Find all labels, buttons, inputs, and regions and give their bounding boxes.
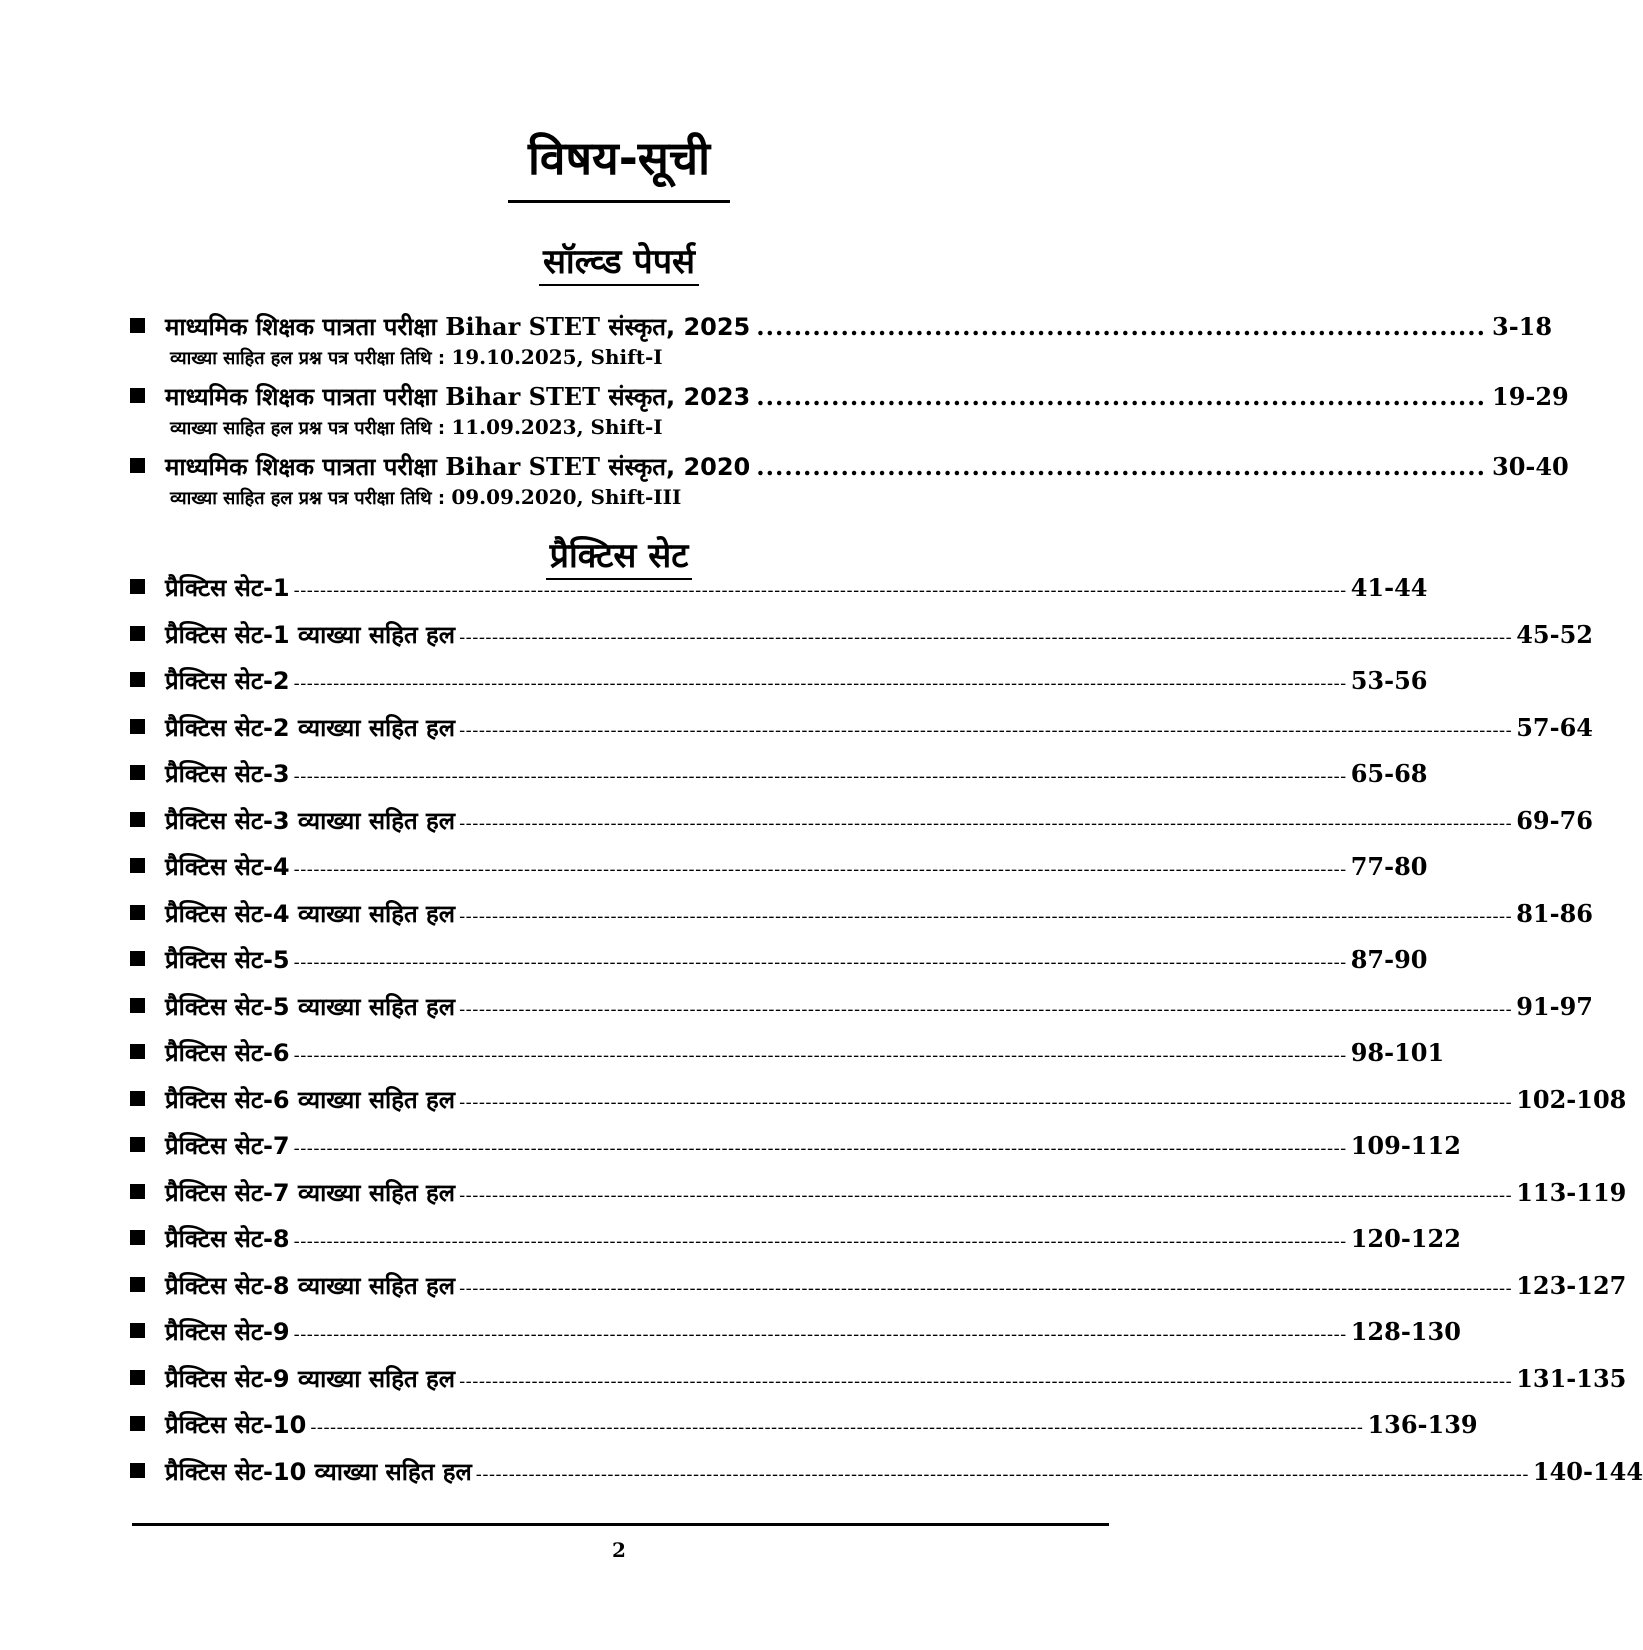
square-bullet-icon [130, 858, 145, 873]
page-title: विषय-सूची [527, 131, 711, 185]
page-range: 120-122 [1350, 1224, 1461, 1253]
solved-paper-exam-date: 09.09.2020, Shift-III [451, 485, 682, 509]
solved-papers-list [130, 310, 1569, 520]
page-range: 81-86 [1516, 898, 1593, 928]
page-range: 57-64 [1516, 712, 1593, 742]
practice-set-label: प्रैक्टिस सेट-4 व्याख्या सहित हल [165, 899, 456, 928]
dash-leader: ---------------------------------------------------------------------------------------------------------------------------------------------------------------- [293, 673, 1347, 694]
page-range: 77-80 [1350, 852, 1428, 881]
solved-paper-exam-date: 11.09.2023, Shift-I [451, 415, 663, 439]
page-range: 136-139 [1367, 1410, 1478, 1439]
page-range: 123-127 [1516, 1270, 1627, 1300]
solved-paper-exam-name: Bihar STET [445, 452, 600, 481]
solved-paper-subject: संस्कृत, 2025 [608, 313, 751, 341]
dash-leader: ---------------------------------------------------------------------------------------------------------------------------------------------------------------- [459, 1370, 1513, 1392]
solved-paper-subtitle [130, 344, 1110, 372]
practice-set-label: प्रैक्टिस सेट-6 [165, 1039, 290, 1067]
square-bullet-icon [130, 765, 145, 780]
square-bullet-icon [130, 1463, 145, 1478]
page-range: 30-40 [1492, 452, 1569, 481]
practice-set-entry[interactable] [130, 894, 1593, 941]
solved-paper-subtitle [130, 484, 1110, 512]
solved-papers-heading-text: सॉल्व्ड पेपर्स [539, 242, 699, 286]
solved-paper-title-hindi: माध्यमिक शिक्षक पात्रता परीक्षा [165, 453, 437, 481]
square-bullet-icon [130, 458, 145, 473]
practice-set-label: प्रैक्टिस सेट-2 [165, 667, 290, 695]
practice-set-label: प्रैक्टिस सेट-7 व्याख्या सहित हल [165, 1178, 456, 1207]
practice-set-entry[interactable] [130, 1405, 1478, 1452]
dash-leader: ---------------------------------------------------------------------------------------------------------------------------------------------------------------- [293, 859, 1347, 880]
square-bullet-icon [130, 1323, 145, 1338]
solved-paper-subtitle-text: व्याख्या साहित हल प्रश्न पत्र परीक्षा तिथि : [170, 488, 446, 509]
practice-set-label: प्रैक्टिस सेट-3 [165, 760, 290, 788]
dash-leader: ---------------------------------------------------------------------------------------------------------------------------------------------------------------- [293, 580, 1347, 601]
page-range: 131-135 [1516, 1363, 1627, 1393]
square-bullet-icon [130, 579, 145, 594]
practice-set-entry[interactable] [130, 754, 1428, 801]
solved-paper-entry[interactable] [130, 310, 1553, 380]
page-number: 2 [612, 1538, 626, 1562]
practice-set-entry[interactable] [130, 615, 1593, 662]
square-bullet-icon [130, 626, 145, 641]
practice-set-entry[interactable] [130, 1080, 1627, 1127]
dash-leader: ---------------------------------------------------------------------------------------------------------------------------------------------------------------- [459, 719, 1513, 741]
practice-set-entry[interactable] [130, 1033, 1445, 1080]
dash-leader: ---------------------------------------------------------------------------------------------------------------------------------------------------------------- [459, 1277, 1513, 1299]
page-range: 69-76 [1516, 805, 1593, 835]
dash-leader: ---------------------------------------------------------------------------------------------------------------------------------------------------------------- [459, 626, 1513, 648]
dash-leader: ---------------------------------------------------------------------------------------------------------------------------------------------------------------- [293, 1324, 1347, 1345]
square-bullet-icon [130, 1370, 145, 1385]
practice-set-entry[interactable] [130, 1173, 1627, 1220]
practice-set-entry[interactable] [130, 1126, 1461, 1173]
dash-leader: ---------------------------------------------------------------------------------------------------------------------------------------------------------------- [459, 812, 1513, 834]
page-range: 19-29 [1492, 382, 1569, 411]
practice-set-entry[interactable] [130, 708, 1593, 755]
page-range: 41-44 [1350, 573, 1428, 602]
page-range: 53-56 [1350, 666, 1428, 695]
dash-leader: ---------------------------------------------------------------------------------------------------------------------------------------------------------------- [293, 1138, 1347, 1159]
page-range: 87-90 [1350, 945, 1428, 974]
practice-set-entry[interactable] [130, 801, 1593, 848]
square-bullet-icon [130, 318, 145, 333]
practice-set-entry[interactable] [130, 1359, 1627, 1406]
dash-leader: ---------------------------------------------------------------------------------------------------------------------------------------------------------------- [475, 1463, 1529, 1485]
dot-leader: .............................................................................. [756, 382, 1486, 411]
dash-leader: ---------------------------------------------------------------------------------------------------------------------------------------------------------------- [459, 1091, 1513, 1113]
solved-paper-subtitle [130, 414, 1110, 442]
dot-leader: .............................................................................. [756, 452, 1486, 481]
practice-sets-list [130, 568, 1643, 1498]
practice-set-label: प्रैक्टिस सेट-6 व्याख्या सहित हल [165, 1085, 456, 1114]
page-range: 3-18 [1492, 312, 1553, 341]
practice-set-label: प्रैक्टिस सेट-1 व्याख्या सहित हल [165, 620, 456, 649]
page-range: 109-112 [1350, 1131, 1461, 1160]
practice-set-label: प्रैक्टिस सेट-10 व्याख्या सहित हल [165, 1457, 472, 1486]
practice-sets-heading-text: प्रैक्टिस सेट [546, 536, 693, 580]
practice-set-label: प्रैक्टिस सेट-8 [165, 1225, 290, 1253]
solved-paper-title [165, 450, 750, 484]
square-bullet-icon [130, 719, 145, 734]
solved-paper-subtitle-text: व्याख्या साहित हल प्रश्न पत्र परीक्षा तिथि : [170, 348, 446, 369]
practice-set-entry[interactable] [130, 987, 1593, 1034]
square-bullet-icon [130, 998, 145, 1013]
solved-paper-entry[interactable] [130, 380, 1569, 450]
solved-paper-title [165, 310, 750, 344]
solved-papers-heading [0, 240, 1238, 284]
practice-set-label: प्रैक्टिस सेट-9 व्याख्या सहित हल [165, 1364, 456, 1393]
square-bullet-icon [130, 951, 145, 966]
practice-set-label: प्रैक्टिस सेट-9 [165, 1318, 290, 1346]
practice-set-label: प्रैक्टिस सेट-10 [165, 1411, 307, 1439]
page-range: 102-108 [1516, 1084, 1627, 1114]
solved-paper-subject: संस्कृत, 2020 [608, 453, 751, 481]
solved-paper-title-hindi: माध्यमिक शिक्षक पात्रता परीक्षा [165, 313, 437, 341]
practice-set-label: प्रैक्टिस सेट-1 [165, 574, 290, 602]
practice-set-label: प्रैक्टिस सेट-7 [165, 1132, 290, 1160]
solved-paper-subtitle-text: व्याख्या साहित हल प्रश्न पत्र परीक्षा तिथि : [170, 418, 446, 439]
dash-leader: ---------------------------------------------------------------------------------------------------------------------------------------------------------------- [293, 1045, 1347, 1066]
practice-set-entry[interactable] [130, 661, 1428, 708]
solved-paper-subject: संस्कृत, 2023 [608, 383, 751, 411]
solved-paper-exam-name: Bihar STET [445, 382, 600, 411]
dash-leader: ---------------------------------------------------------------------------------------------------------------------------------------------------------------- [293, 952, 1347, 973]
dash-leader: ---------------------------------------------------------------------------------------------------------------------------------------------------------------- [459, 998, 1513, 1020]
square-bullet-icon [130, 388, 145, 403]
solved-paper-exam-name: Bihar STET [445, 312, 600, 341]
practice-set-label: प्रैक्टिस सेट-2 व्याख्या सहित हल [165, 713, 456, 742]
practice-set-entry[interactable] [130, 1452, 1643, 1499]
practice-set-entry[interactable] [130, 1312, 1461, 1359]
square-bullet-icon [130, 1230, 145, 1245]
page-range: 91-97 [1516, 991, 1593, 1021]
dash-leader: ---------------------------------------------------------------------------------------------------------------------------------------------------------------- [293, 1231, 1347, 1252]
square-bullet-icon [130, 1416, 145, 1431]
square-bullet-icon [130, 812, 145, 827]
practice-set-label: प्रैक्टिस सेट-4 [165, 853, 290, 881]
page-range: 113-119 [1516, 1177, 1627, 1207]
page-range: 140-144 [1532, 1456, 1643, 1486]
dash-leader: ---------------------------------------------------------------------------------------------------------------------------------------------------------------- [293, 766, 1347, 787]
practice-set-entry[interactable] [130, 568, 1428, 615]
dash-leader: ---------------------------------------------------------------------------------------------------------------------------------------------------------------- [459, 1184, 1513, 1206]
practice-set-label: प्रैक्टिस सेट-5 व्याख्या सहित हल [165, 992, 456, 1021]
practice-set-label: प्रैक्टिस सेट-8 व्याख्या सहित हल [165, 1271, 456, 1300]
solved-paper-title [165, 380, 750, 414]
dot-leader: .............................................................................. [756, 312, 1486, 341]
page-range: 98-101 [1350, 1038, 1445, 1067]
square-bullet-icon [130, 672, 145, 687]
page-range: 45-52 [1516, 619, 1593, 649]
practice-set-label: प्रैक्टिस सेट-3 व्याख्या सहित हल [165, 806, 456, 835]
practice-set-entry[interactable] [130, 1219, 1461, 1266]
page-range: 128-130 [1350, 1317, 1461, 1346]
practice-set-entry[interactable] [130, 940, 1428, 987]
practice-set-label: प्रैक्टिस सेट-5 [165, 946, 290, 974]
dash-leader: ---------------------------------------------------------------------------------------------------------------------------------------------------------------- [310, 1417, 1364, 1438]
square-bullet-icon [130, 1137, 145, 1152]
square-bullet-icon [130, 1091, 145, 1106]
square-bullet-icon [130, 1184, 145, 1199]
practice-set-entry[interactable] [130, 847, 1428, 894]
practice-set-entry[interactable] [130, 1266, 1627, 1313]
square-bullet-icon [130, 905, 145, 920]
solved-paper-exam-date: 19.10.2025, Shift-I [451, 345, 663, 369]
solved-paper-title-hindi: माध्यमिक शिक्षक पात्रता परीक्षा [165, 383, 437, 411]
solved-paper-entry[interactable] [130, 450, 1569, 520]
dash-leader: ---------------------------------------------------------------------------------------------------------------------------------------------------------------- [459, 905, 1513, 927]
title-underline [508, 200, 730, 203]
square-bullet-icon [130, 1277, 145, 1292]
page-range: 65-68 [1350, 759, 1428, 788]
footer-rule [132, 1523, 1109, 1526]
square-bullet-icon [130, 1044, 145, 1059]
